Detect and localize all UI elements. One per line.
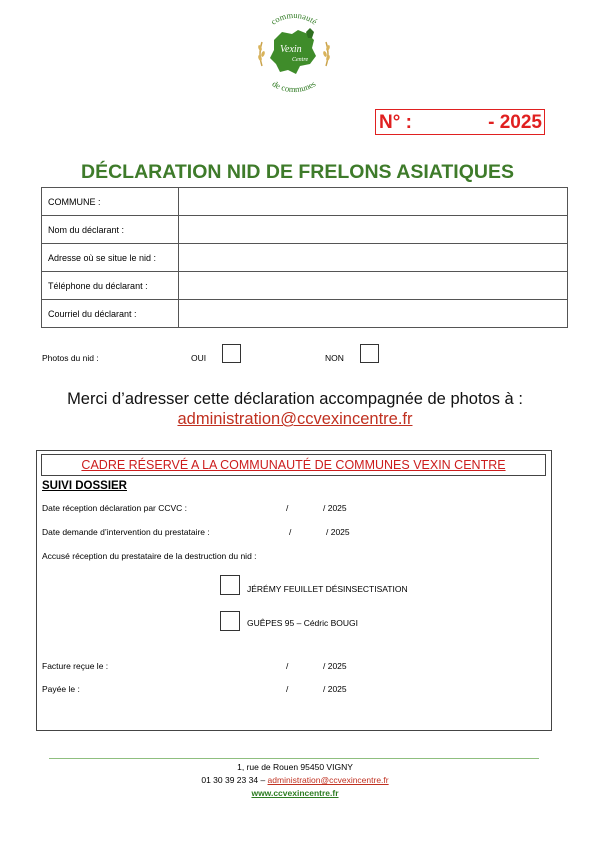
date-reception-label: Date réception déclaration par CCVC : <box>42 503 188 513</box>
instructions-text: Merci d’adresser cette déclaration accompagnée de photos à : <box>67 390 523 408</box>
facture-label: Facture reçue le : <box>42 661 109 671</box>
payee-label: Payée le : <box>42 684 80 694</box>
accuse-label: Accusé réception du prestataire de la destruction du nid : <box>42 551 257 561</box>
payee-slash: / <box>286 684 289 694</box>
declaration-form <box>41 187 568 328</box>
suivi-dossier-title: SUIVI DOSSIER <box>42 480 127 492</box>
footer-email-link[interactable]: administration@ccvexincentre.fr <box>267 775 389 785</box>
form-label: Adresse où se situe le nid : <box>42 244 179 272</box>
logo-graphic <box>252 10 336 96</box>
date-demande-year: / 2025 <box>326 527 350 537</box>
provider-feuillet-label: JÉRÉMY FEUILLET DÉSINSECTISATION <box>247 584 408 594</box>
footer-contact-line <box>0 775 590 785</box>
footer-phone: 01 30 39 23 34 – <box>201 775 266 785</box>
date-demande-slash: / <box>289 527 292 537</box>
file-number-box[interactable] <box>375 109 545 135</box>
form-row-email <box>42 300 568 328</box>
photos-no-checkbox[interactable] <box>360 344 379 363</box>
nest-address-field[interactable] <box>179 244 568 272</box>
phone-field[interactable] <box>179 272 568 300</box>
contact-email-link[interactable]: administration@ccvexincentre.fr <box>177 410 413 428</box>
commune-field[interactable] <box>179 188 568 216</box>
page-title: DÉCLARATION NID DE FRELONS ASIATIQUES <box>81 161 514 183</box>
photos-no-label: NON <box>325 353 344 363</box>
logo <box>252 10 336 96</box>
form-label: Téléphone du déclarant : <box>42 272 179 300</box>
provider-guepes-checkbox[interactable] <box>220 611 240 631</box>
date-reception-slash: / <box>286 503 289 513</box>
date-reception-year: / 2025 <box>323 503 347 513</box>
form-label: Courriel du déclarant : <box>42 300 179 328</box>
form-row-commune <box>42 188 568 216</box>
form-label: COMMUNE : <box>42 188 179 216</box>
facture-slash: / <box>286 661 289 671</box>
declarant-name-field[interactable] <box>179 216 568 244</box>
logo-text-bottom: de communes <box>270 78 318 95</box>
form-row-phone <box>42 272 568 300</box>
footer-website-link[interactable]: www.ccvexincentre.fr <box>251 788 339 798</box>
file-number-year: - 2025 <box>488 112 542 133</box>
form-row-address <box>42 244 568 272</box>
date-demande-label: Date demande d’intervention du prestataire : <box>42 527 210 537</box>
file-number-label: N° : <box>379 112 412 133</box>
facture-year: / 2025 <box>323 661 347 671</box>
logo-text-vexin: Vexin <box>280 44 302 55</box>
provider-feuillet-checkbox[interactable] <box>220 575 240 595</box>
logo-text-top: communauté <box>268 10 320 27</box>
photos-label: Photos du nid : <box>42 353 99 363</box>
photos-yes-label: OUI <box>191 353 207 363</box>
footer-website-line <box>0 788 590 798</box>
form-label: Nom du déclarant : <box>42 216 179 244</box>
reserved-header: CADRE RÉSERVÉ A LA COMMUNAUTÉ DE COMMUNES VEXIN CENTRE <box>41 454 546 476</box>
form-row-name <box>42 216 568 244</box>
provider-guepes-label: GUÊPES 95 – Cédric BOUGI <box>247 618 359 628</box>
logo-text-centre: Centre <box>292 57 309 63</box>
photos-yes-checkbox[interactable] <box>222 344 241 363</box>
footer-address: 1, rue de Rouen 95450 VIGNY <box>237 762 353 772</box>
footer-divider <box>49 758 539 759</box>
payee-year: / 2025 <box>323 684 347 694</box>
email-field[interactable] <box>179 300 568 328</box>
